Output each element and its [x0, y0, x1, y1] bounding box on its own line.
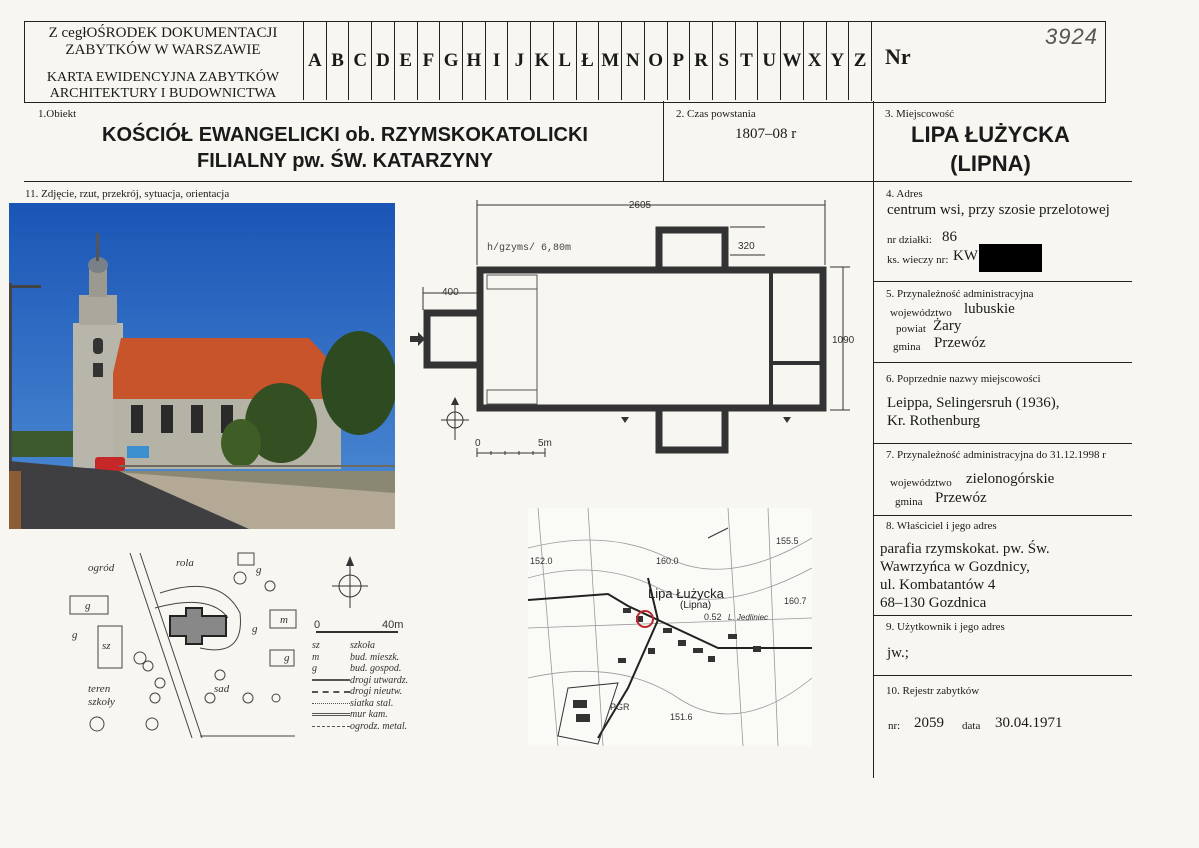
legend-row: ogrodz. metal. [312, 721, 408, 733]
church-photo [9, 203, 395, 529]
site-label-rola: rola [176, 557, 194, 569]
letter-cell: X [803, 22, 826, 100]
map-elev-1: 155.5 [776, 536, 799, 546]
map-elev-2: 152.0 [530, 556, 553, 566]
letter-cell: G [439, 22, 462, 100]
voivodeship-value: lubuskie [964, 301, 1015, 317]
site-legend [312, 640, 408, 732]
county-value: Żary [933, 318, 962, 334]
letter-cell: Ł [576, 22, 599, 100]
site-label-g3: g [256, 564, 262, 576]
date-label: 2. Czas powstania [676, 108, 756, 120]
floor-plan [405, 195, 865, 465]
letter-cell: E [394, 22, 417, 100]
commune-1998-value: Przewóz [935, 490, 987, 506]
site-label-sad: sad [214, 683, 230, 695]
map-elev-3: 160.0 [656, 556, 679, 566]
date-value: 1807–08 r [735, 126, 797, 142]
map-place-sub: (Lipna) [680, 600, 712, 611]
letter-cell: L [553, 22, 576, 100]
site-label-g5: g [284, 652, 290, 664]
commune-1998-label: gmina [895, 496, 923, 508]
voivodeship-label: województwo [890, 307, 952, 319]
map-forest: L. Jedliniec [728, 613, 769, 622]
card-title: KARTA EWIDENCYJNA ZABYTKÓW ARCHITEKTURY I BUDOWNICTWA [46, 70, 280, 101]
site-label-sz: sz [102, 640, 111, 652]
letter-cell: R [689, 22, 712, 100]
register-nr: 2059 [914, 715, 944, 731]
owner-address: parafia rzymskokat. pw. Św. Wawrzyńca w Gozdnicy, ul. Kombatantów 4 68–130 Gozdnica [880, 541, 1050, 611]
admin-label: 5. Przynależność administracyjna [886, 288, 1034, 300]
object-name: KOŚCIÓŁ EWANGELICKI ob. RZYMSKOKATOLICKI FILIALNY pw. ŚW. KATARZYNY [102, 124, 588, 172]
letter-cell: S [712, 22, 735, 100]
letter-cell: O [644, 22, 667, 100]
photo-section-label: 11. Zdjęcie, rzut, przekrój, sytuacja, orientacja [25, 188, 230, 200]
plan-height-dim: 1090 [832, 335, 855, 346]
map-pgr: PGR [610, 702, 630, 712]
locality-name: LIPA ŁUŻYCKA (LIPNA) [911, 122, 1070, 176]
letter-cell: D [371, 22, 394, 100]
letter-cell: W [780, 22, 803, 100]
kw-value: KW [953, 248, 978, 264]
site-scale-zero: 0 [314, 619, 321, 631]
admin-1998-label: 7. Przynależność administracyjna do 31.12.1998 r [886, 449, 1106, 461]
legend-row: drogi nieutw. [312, 686, 408, 698]
legend-row: siatka stal. [312, 698, 408, 710]
kw-label: ks. wieczy nr: [887, 254, 949, 266]
user-value: jw.; [887, 645, 909, 661]
letter-cell: B [326, 22, 349, 100]
former-names-line2: Kr. Rothenburg [887, 413, 981, 429]
redaction-box [979, 244, 1042, 272]
site-label-teren: teren [88, 683, 111, 695]
legend-row: mur kam. [312, 709, 408, 721]
voivodeship-1998-label: województwo [890, 477, 952, 489]
letter-cell: F [417, 22, 440, 100]
county-label: powiat [896, 323, 926, 335]
site-label-szkoly: szkoły [88, 696, 115, 708]
letter-cell: A [303, 22, 326, 100]
institution-name: Z cegłOŚRODEK DOKUMENTACJI ZABYTKÓW W WARSZAWIE [48, 25, 278, 58]
letter-cell: M [598, 22, 621, 100]
map-place: Lipa Łużycka [648, 586, 724, 601]
commune-value: Przewóz [934, 335, 986, 351]
letter-cell: T [735, 22, 758, 100]
plan-annex-dim: 320 [738, 241, 755, 252]
object-label: 1.Obiekt [38, 108, 77, 120]
locality-label: 3. Miejscowość [885, 108, 955, 120]
register-label: 10. Rejestr zabytków [886, 685, 980, 697]
site-scale-end: 40m [382, 619, 404, 631]
letter-cell: Y [826, 22, 849, 100]
letter-cell: C [348, 22, 371, 100]
commune-label: gmina [893, 341, 921, 353]
former-names-line1: Leippa, Selingersruh (1936), [887, 395, 1060, 411]
register-date-label: data [962, 720, 981, 732]
address-value: centrum wsi, przy szosie przelotowej [887, 202, 1110, 218]
plan-scale-zero: 0 [475, 438, 481, 449]
plan-scale-end: 5m [538, 438, 552, 449]
map-elev-5: 0.52 [704, 612, 722, 622]
site-label-g: g [85, 600, 91, 612]
site-label-m: m [280, 614, 288, 626]
former-names-label: 6. Poprzednie nazwy miejscowości [886, 373, 1041, 385]
letter-cell: U [757, 22, 780, 100]
site-label-g4: g [252, 623, 258, 635]
letter-cell: J [507, 22, 530, 100]
plan-eaves-note: h/gzyms/ 6,80m [487, 243, 572, 254]
address-label: 4. Adres [886, 188, 923, 200]
letter-cell: N [621, 22, 644, 100]
topo-map [528, 508, 812, 746]
legend-row: drogi utwardz. [312, 675, 408, 687]
voivodeship-1998-value: zielonogórskie [966, 471, 1055, 487]
user-label: 9. Użytkownik i jego adres [886, 621, 1005, 633]
plan-width-dim: 2605 [628, 200, 652, 211]
letter-cell: P [667, 22, 690, 100]
site-label-g2: g [72, 629, 78, 641]
register-date: 30.04.1971 [995, 715, 1063, 731]
register-nr-label: nr: [888, 720, 901, 732]
letter-index [303, 22, 871, 100]
legend-row: sz szkoła [312, 640, 375, 651]
letter-cell: H [462, 22, 485, 100]
handwritten-number: 3924 [1045, 24, 1098, 49]
letter-cell: Z [848, 22, 871, 100]
plot-label: nr działki: [887, 234, 932, 246]
plan-porch-dim: 400 [442, 287, 459, 298]
letter-cell: I [485, 22, 508, 100]
map-elev-4: 160.7 [784, 596, 807, 606]
site-label-ogrod: ogród [88, 562, 115, 574]
letter-cell: K [530, 22, 553, 100]
nr-label: Nr [885, 44, 911, 69]
legend-row: g bud. gospod. [312, 663, 402, 674]
owner-label: 8. Właściciel i jego adres [886, 520, 997, 532]
plot-value: 86 [942, 229, 957, 245]
map-elev-6: 151.6 [670, 712, 693, 722]
legend-row: m bud. mieszk. [312, 651, 400, 663]
